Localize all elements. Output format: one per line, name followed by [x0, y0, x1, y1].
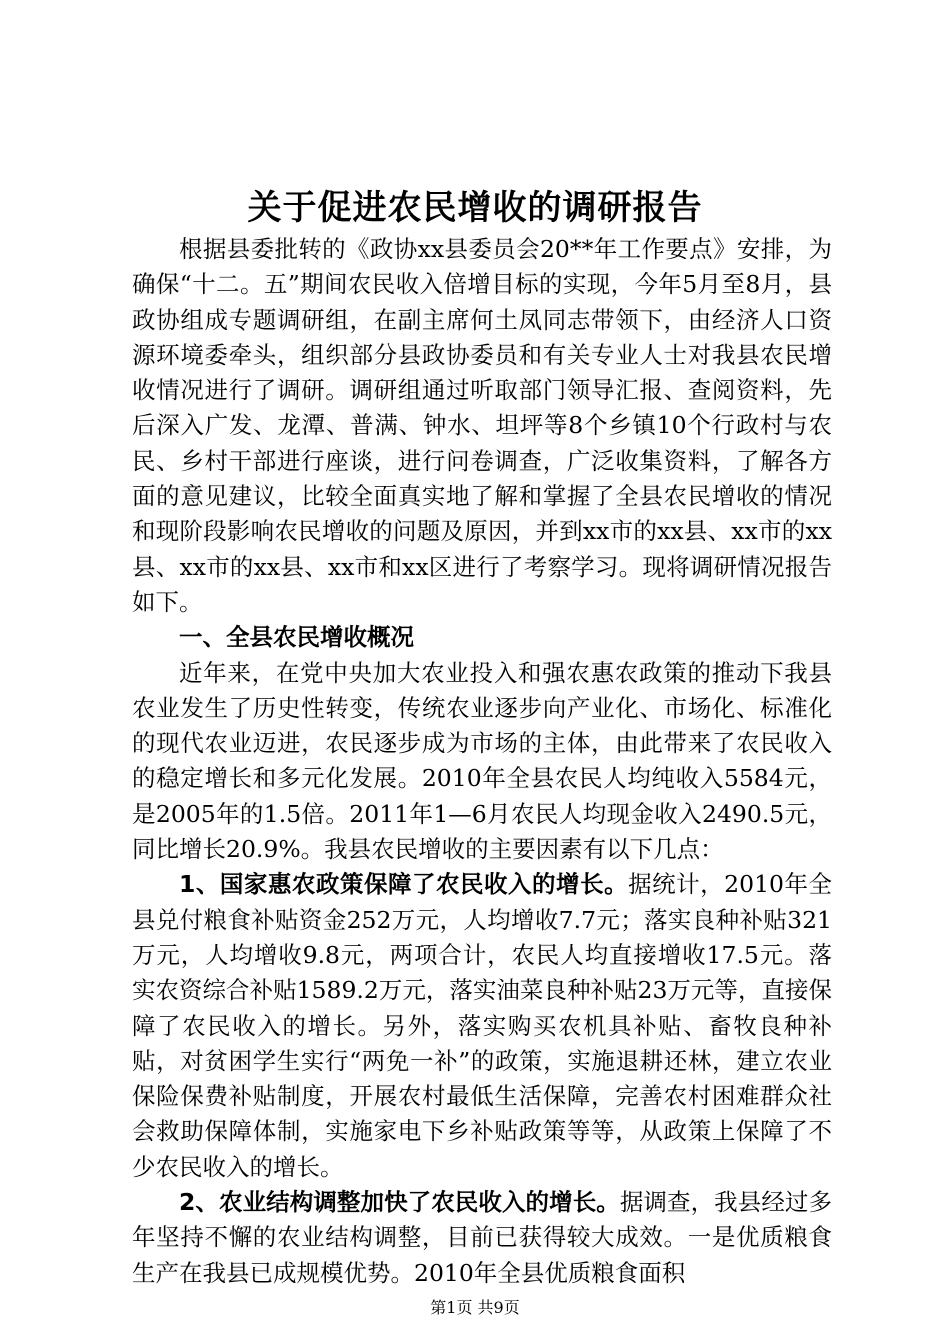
point-paragraph-2	[132, 1185, 832, 1291]
section-heading: 一、全县农民增收概况	[179, 623, 414, 652]
point-paragraph-1	[132, 867, 832, 1185]
point-2-text: 据调查，我县经过多年坚持不懈的农业结构调整，目前已获得较大成效。一是优质粮食生产在我县已成规模优势。2010年全县优质粮食面积	[132, 1188, 832, 1287]
point-1-text: 据统计，2010年全县兑付粮食补贴资金252万元，人均增收7.7元；落实良种补贴321万元，人均增收9.8元，两项合计，农民人均直接增收17.5元。落实农资综合补贴1589.2万元，落实油菜良种补贴23万元等，直接保障了农民收入的增长。另外，落实购买农机具补贴、畜牧良种补贴，对贫困学生实行“两免一补”的政策，实施退耕还林，建立农业保险保费补贴制度，开展农村最低生活保障，完善农村困难群众社会救助保障体制，实施家电下乡补贴政策等等，从政策上保障了不少农民收入的增长。	[132, 870, 832, 1181]
intro-paragraph: 根据县委批转的《政协xx县委员会20**年工作要点》安排，为确保“十二。五”期间农民收入倍增目标的实现，今年5月至8月，县政协组成专题调研组，在副主席何土凤同志带领下，由经济人口资源环境委牵头，组织部分县政协委员和有关专业人士对我县农民增收情况进行了调研。调研组通过听取部门领导汇报、查阅资料，先后深入广发、龙潭、普满、钟水、坦坪等8个乡镇10个行政村与农民、乡村干部进行座谈，进行问卷调查，广泛收集资料，了解各方面的意见建议，比较全面真实地了解和掌握了全县农民增收的情况和现阶段影响农民增收的问题及原因，并到xx市的xx县、xx市的xx县、xx市的xx县、xx市和xx区进行了考察学习。现将调研情况报告如下。	[132, 235, 832, 616]
point-1-lead: 1、国家惠农政策保障了农民收入的增长。	[179, 870, 629, 899]
document-title: 关于促进农民增收的调研报告	[247, 188, 703, 228]
page-footer: 第1页 共9页	[430, 1298, 520, 1317]
document-body	[132, 232, 832, 1291]
point-2-lead: 2、农业结构调整加快了农民收入的增长。	[179, 1188, 620, 1217]
section-paragraph: 近年来，在党中央加大农业投入和强农惠农政策的推动下我县农业发生了历史性转变，传统农业逐步向产业化、市场化、标准化的现代农业迈进，农民逐步成为市场的主体，由此带来了农民收入的稳定增长和多元化发展。2010年全县农民人均纯收入5584元，是2005年的1.5倍。2011年1—6月农民人均现金收入2490.5元，同比增长20.9%。我县农民增收的主要因素有以下几点：	[132, 658, 832, 864]
